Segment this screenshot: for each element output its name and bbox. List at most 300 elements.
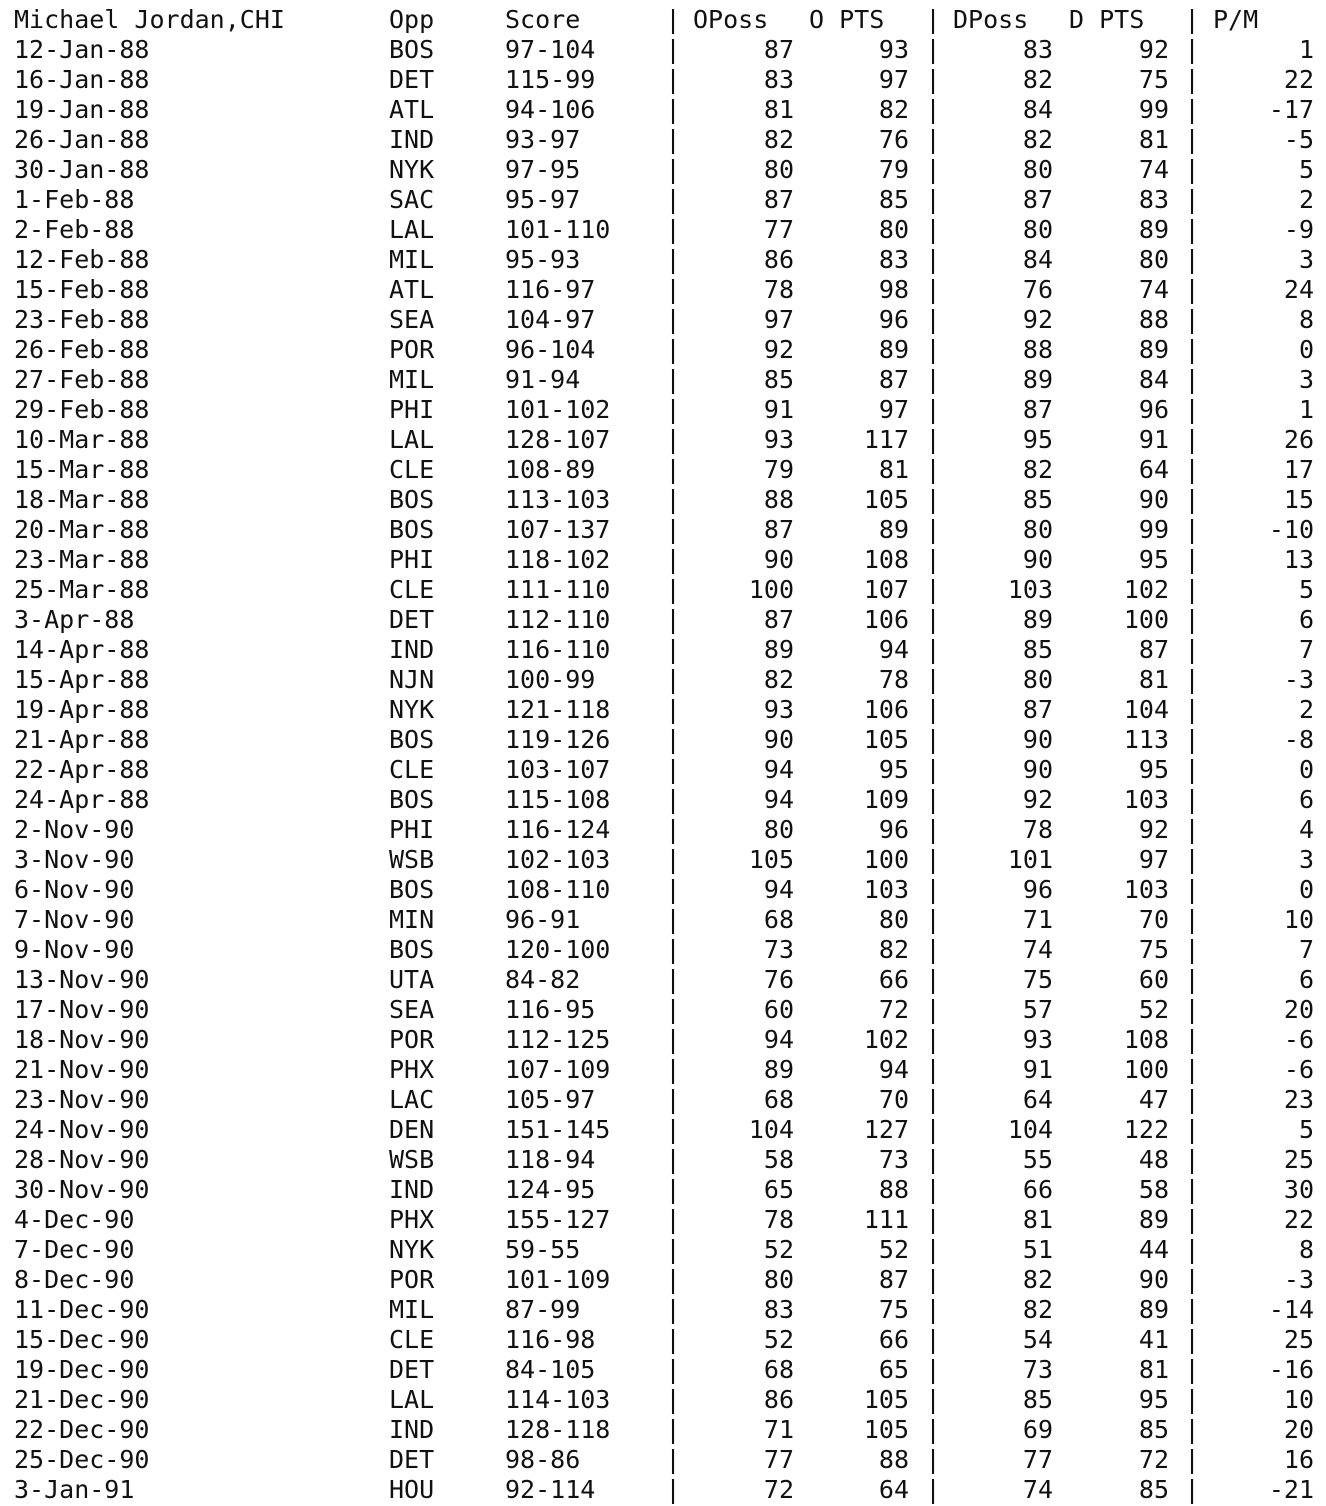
dposs-cell: 89 bbox=[1022, 365, 1053, 394]
dposs-cell: 55 bbox=[1022, 1145, 1053, 1174]
opp-cell: POR bbox=[389, 1265, 435, 1294]
oposs-cell: 78 bbox=[763, 1205, 794, 1234]
pm-cell: 24 bbox=[1283, 275, 1314, 304]
table-row bbox=[0, 545, 1326, 575]
score-cell: 97-104 bbox=[505, 35, 596, 64]
column-separator: | bbox=[925, 185, 941, 214]
column-separator: | bbox=[1184, 605, 1200, 634]
score-cell: 94-106 bbox=[505, 95, 596, 124]
column-separator: | bbox=[665, 575, 681, 604]
dposs-cell: 80 bbox=[1022, 665, 1053, 694]
date-cell: 23-Mar-88 bbox=[14, 545, 150, 574]
column-separator: | bbox=[1184, 95, 1200, 124]
column-separator: | bbox=[925, 5, 941, 34]
column-separator: | bbox=[1184, 155, 1200, 184]
dposs-cell: 95 bbox=[1022, 425, 1053, 454]
table-row bbox=[0, 845, 1326, 875]
column-separator: | bbox=[665, 1115, 681, 1144]
opts-cell: 52 bbox=[878, 1235, 909, 1264]
date-cell: 8-Dec-90 bbox=[14, 1265, 135, 1294]
column-separator: | bbox=[1184, 965, 1200, 994]
pm-cell: 22 bbox=[1283, 65, 1314, 94]
oposs-cell: 93 bbox=[763, 695, 794, 724]
column-separator: | bbox=[1184, 545, 1200, 574]
dpts-cell: 90 bbox=[1138, 1265, 1169, 1294]
pm-cell: 2 bbox=[1298, 695, 1314, 724]
score-cell: 107-137 bbox=[505, 515, 611, 544]
date-cell: 28-Nov-90 bbox=[14, 1145, 150, 1174]
column-separator: | bbox=[925, 155, 941, 184]
table-row bbox=[0, 1445, 1326, 1475]
column-separator: | bbox=[1184, 65, 1200, 94]
opp-cell: MIN bbox=[389, 905, 435, 934]
date-cell: 15-Dec-90 bbox=[14, 1325, 150, 1354]
pm-cell: -21 bbox=[1268, 1475, 1314, 1504]
column-separator: | bbox=[665, 125, 681, 154]
dposs-cell: 91 bbox=[1022, 1055, 1053, 1084]
dpts-cell: 58 bbox=[1138, 1175, 1169, 1204]
column-separator: | bbox=[1184, 1265, 1200, 1294]
score-cell: 112-125 bbox=[505, 1025, 611, 1054]
opp-cell: PHX bbox=[389, 1055, 435, 1084]
opts-cell: 105 bbox=[863, 485, 909, 514]
oposs-cell: 71 bbox=[763, 1415, 794, 1444]
date-cell: 6-Nov-90 bbox=[14, 875, 135, 904]
opts-cell: 96 bbox=[878, 305, 909, 334]
oposs-cell: 65 bbox=[763, 1175, 794, 1204]
opts-cell: 96 bbox=[878, 815, 909, 844]
table-row bbox=[0, 365, 1326, 395]
opp-cell: BOS bbox=[389, 875, 435, 904]
column-separator: | bbox=[665, 215, 681, 244]
pm-cell: 23 bbox=[1283, 1085, 1314, 1114]
dposs-cell: 101 bbox=[1007, 845, 1053, 874]
column-separator: | bbox=[925, 275, 941, 304]
score-cell: 116-98 bbox=[505, 1325, 596, 1354]
opp-cell: POR bbox=[389, 335, 435, 364]
opts-cell: 73 bbox=[878, 1145, 909, 1174]
column-separator: | bbox=[925, 935, 941, 964]
column-separator: | bbox=[665, 1355, 681, 1384]
score-cell: 105-97 bbox=[505, 1085, 596, 1114]
table-row bbox=[0, 965, 1326, 995]
table-row bbox=[0, 515, 1326, 545]
pm-cell: 25 bbox=[1283, 1145, 1314, 1174]
column-separator: | bbox=[925, 95, 941, 124]
opp-cell: CLE bbox=[389, 755, 435, 784]
table-row bbox=[0, 995, 1326, 1025]
column-separator: | bbox=[665, 95, 681, 124]
opts-cell: 82 bbox=[878, 935, 909, 964]
opp-cell: CLE bbox=[389, 455, 435, 484]
column-separator: | bbox=[925, 1415, 941, 1444]
pm-cell: 25 bbox=[1283, 1325, 1314, 1354]
opts-cell: 87 bbox=[878, 365, 909, 394]
column-separator: | bbox=[925, 1235, 941, 1264]
column-separator: | bbox=[1184, 1115, 1200, 1144]
column-separator: | bbox=[1184, 845, 1200, 874]
pm-cell: 20 bbox=[1283, 995, 1314, 1024]
dposs-cell: 85 bbox=[1022, 485, 1053, 514]
date-cell: 29-Feb-88 bbox=[14, 395, 150, 424]
dpts-cell: 75 bbox=[1138, 935, 1169, 964]
column-separator: | bbox=[1184, 5, 1200, 34]
oposs-cell: 83 bbox=[763, 1295, 794, 1324]
column-separator: | bbox=[665, 395, 681, 424]
oposs-cell: 92 bbox=[763, 335, 794, 364]
opts-cell: 88 bbox=[878, 1175, 909, 1204]
dposs-cell: 78 bbox=[1022, 815, 1053, 844]
score-cell: 115-99 bbox=[505, 65, 596, 94]
dposs-cell: 82 bbox=[1022, 1295, 1053, 1324]
oposs-cell: 94 bbox=[763, 755, 794, 784]
table-row bbox=[0, 455, 1326, 485]
dpts-cell: 89 bbox=[1138, 215, 1169, 244]
column-separator: | bbox=[665, 1295, 681, 1324]
table-row bbox=[0, 1205, 1326, 1235]
date-cell: 15-Feb-88 bbox=[14, 275, 150, 304]
column-separator: | bbox=[665, 425, 681, 454]
pm-cell: 1 bbox=[1298, 395, 1314, 424]
opts-cell: 106 bbox=[863, 695, 909, 724]
table-row bbox=[0, 65, 1326, 95]
score-cell: 87-99 bbox=[505, 1295, 581, 1324]
date-cell: 20-Mar-88 bbox=[14, 515, 150, 544]
pm-cell: 3 bbox=[1298, 245, 1314, 274]
oposs-cell: 104 bbox=[748, 1115, 794, 1144]
table-row bbox=[0, 875, 1326, 905]
column-separator: | bbox=[925, 1205, 941, 1234]
column-separator: | bbox=[925, 815, 941, 844]
opp-cell: NYK bbox=[389, 1235, 435, 1264]
column-separator: | bbox=[665, 155, 681, 184]
column-separator: | bbox=[925, 485, 941, 514]
oposs-cell: 86 bbox=[763, 1385, 794, 1414]
column-separator: | bbox=[665, 605, 681, 634]
column-separator: | bbox=[925, 1055, 941, 1084]
column-separator: | bbox=[925, 395, 941, 424]
opp-cell: POR bbox=[389, 1025, 435, 1054]
score-cell: 100-99 bbox=[505, 665, 596, 694]
opts-cell: 105 bbox=[863, 725, 909, 754]
column-separator: | bbox=[925, 425, 941, 454]
opp-cell: NYK bbox=[389, 155, 435, 184]
table-row bbox=[0, 125, 1326, 155]
date-cell: 27-Feb-88 bbox=[14, 365, 150, 394]
dpts-cell: 113 bbox=[1123, 725, 1169, 754]
date-cell: 26-Jan-88 bbox=[14, 125, 150, 154]
pm-cell: -10 bbox=[1268, 515, 1314, 544]
column-separator: | bbox=[1184, 215, 1200, 244]
opts-cell: 109 bbox=[863, 785, 909, 814]
opts-cell: 64 bbox=[878, 1475, 909, 1504]
score-cell: 114-103 bbox=[505, 1385, 611, 1414]
pm-cell: 7 bbox=[1298, 635, 1314, 664]
oposs-cell: 72 bbox=[763, 1475, 794, 1504]
column-separator: | bbox=[925, 1385, 941, 1414]
column-separator: | bbox=[925, 635, 941, 664]
table-row bbox=[0, 1175, 1326, 1205]
opts-cell: 72 bbox=[878, 995, 909, 1024]
column-separator: | bbox=[925, 845, 941, 874]
opts-cell: 80 bbox=[878, 215, 909, 244]
opts-cell: 87 bbox=[878, 1265, 909, 1294]
dpts-cell: 103 bbox=[1123, 785, 1169, 814]
pm-cell: -17 bbox=[1268, 95, 1314, 124]
table-row bbox=[0, 815, 1326, 845]
column-separator: | bbox=[1184, 395, 1200, 424]
opp-cell: IND bbox=[389, 1415, 435, 1444]
opp-cell: DET bbox=[389, 65, 435, 94]
opts-cell: 97 bbox=[878, 65, 909, 94]
table-row bbox=[0, 245, 1326, 275]
oposs-cell: 93 bbox=[763, 425, 794, 454]
dposs-cell: 81 bbox=[1022, 1205, 1053, 1234]
dposs-cell: 85 bbox=[1022, 635, 1053, 664]
opts-cell: 76 bbox=[878, 125, 909, 154]
column-separator: | bbox=[925, 995, 941, 1024]
date-cell: 24-Nov-90 bbox=[14, 1115, 150, 1144]
dpts-cell: 103 bbox=[1123, 875, 1169, 904]
dpts-cell: 44 bbox=[1138, 1235, 1169, 1264]
oposs-cell: 68 bbox=[763, 905, 794, 934]
header-dpts: D PTS bbox=[1069, 5, 1145, 34]
oposs-cell: 78 bbox=[763, 275, 794, 304]
dposs-cell: 90 bbox=[1022, 725, 1053, 754]
header-pm: P/M bbox=[1213, 5, 1259, 34]
column-separator: | bbox=[925, 1355, 941, 1384]
score-cell: 101-110 bbox=[505, 215, 611, 244]
opp-cell: LAL bbox=[389, 215, 435, 244]
date-cell: 30-Jan-88 bbox=[14, 155, 150, 184]
date-cell: 3-Jan-91 bbox=[14, 1475, 135, 1504]
column-separator: | bbox=[665, 815, 681, 844]
score-cell: 128-107 bbox=[505, 425, 611, 454]
table-row bbox=[0, 1475, 1326, 1505]
date-cell: 1-Feb-88 bbox=[14, 185, 135, 214]
opts-cell: 111 bbox=[863, 1205, 909, 1234]
column-separator: | bbox=[1184, 485, 1200, 514]
dposs-cell: 74 bbox=[1022, 935, 1053, 964]
pm-cell: 10 bbox=[1283, 905, 1314, 934]
column-separator: | bbox=[925, 215, 941, 244]
score-cell: 102-103 bbox=[505, 845, 611, 874]
column-separator: | bbox=[665, 365, 681, 394]
date-cell: 25-Dec-90 bbox=[14, 1445, 150, 1474]
dpts-cell: 70 bbox=[1138, 905, 1169, 934]
opts-cell: 85 bbox=[878, 185, 909, 214]
column-separator: | bbox=[665, 335, 681, 364]
dpts-cell: 92 bbox=[1138, 815, 1169, 844]
opp-cell: WSB bbox=[389, 1145, 435, 1174]
date-cell: 15-Mar-88 bbox=[14, 455, 150, 484]
column-separator: | bbox=[1184, 875, 1200, 904]
oposs-cell: 86 bbox=[763, 245, 794, 274]
column-separator: | bbox=[925, 305, 941, 334]
pm-cell: -9 bbox=[1283, 215, 1314, 244]
column-separator: | bbox=[925, 125, 941, 154]
date-cell: 21-Nov-90 bbox=[14, 1055, 150, 1084]
score-cell: 101-109 bbox=[505, 1265, 611, 1294]
opts-cell: 88 bbox=[878, 1445, 909, 1474]
dpts-cell: 75 bbox=[1138, 65, 1169, 94]
dpts-cell: 95 bbox=[1138, 545, 1169, 574]
column-separator: | bbox=[925, 905, 941, 934]
dpts-cell: 104 bbox=[1123, 695, 1169, 724]
date-cell: 10-Mar-88 bbox=[14, 425, 150, 454]
table-row bbox=[0, 425, 1326, 455]
column-separator: | bbox=[665, 1235, 681, 1264]
dposs-cell: 76 bbox=[1022, 275, 1053, 304]
column-separator: | bbox=[665, 1025, 681, 1054]
column-separator: | bbox=[665, 485, 681, 514]
pm-cell: -8 bbox=[1283, 725, 1314, 754]
column-separator: | bbox=[925, 545, 941, 574]
score-cell: 155-127 bbox=[505, 1205, 611, 1234]
column-separator: | bbox=[1184, 575, 1200, 604]
dposs-cell: 92 bbox=[1022, 785, 1053, 814]
dposs-cell: 103 bbox=[1007, 575, 1053, 604]
opts-cell: 102 bbox=[863, 1025, 909, 1054]
column-separator: | bbox=[665, 305, 681, 334]
opp-cell: CLE bbox=[389, 1325, 435, 1354]
dposs-cell: 92 bbox=[1022, 305, 1053, 334]
pm-cell: 5 bbox=[1298, 575, 1314, 604]
column-separator: | bbox=[1184, 245, 1200, 274]
column-separator: | bbox=[665, 455, 681, 484]
table-row bbox=[0, 905, 1326, 935]
oposs-cell: 82 bbox=[763, 125, 794, 154]
column-separator: | bbox=[1184, 1415, 1200, 1444]
score-cell: 108-89 bbox=[505, 455, 596, 484]
oposs-cell: 87 bbox=[763, 515, 794, 544]
column-separator: | bbox=[925, 1175, 941, 1204]
date-cell: 11-Dec-90 bbox=[14, 1295, 150, 1324]
score-cell: 151-145 bbox=[505, 1115, 611, 1144]
oposs-cell: 77 bbox=[763, 215, 794, 244]
dpts-cell: 89 bbox=[1138, 335, 1169, 364]
date-cell: 19-Dec-90 bbox=[14, 1355, 150, 1384]
dpts-cell: 52 bbox=[1138, 995, 1169, 1024]
score-cell: 98-86 bbox=[505, 1445, 581, 1474]
column-separator: | bbox=[665, 515, 681, 544]
column-separator: | bbox=[925, 965, 941, 994]
oposs-cell: 80 bbox=[763, 155, 794, 184]
oposs-cell: 89 bbox=[763, 635, 794, 664]
table-row bbox=[0, 395, 1326, 425]
date-cell: 9-Nov-90 bbox=[14, 935, 135, 964]
score-cell: 113-103 bbox=[505, 485, 611, 514]
score-cell: 115-108 bbox=[505, 785, 611, 814]
dposs-cell: 73 bbox=[1022, 1355, 1053, 1384]
table-row bbox=[0, 155, 1326, 185]
opp-cell: SEA bbox=[389, 995, 435, 1024]
date-cell: 3-Apr-88 bbox=[14, 605, 135, 634]
dposs-cell: 96 bbox=[1022, 875, 1053, 904]
column-separator: | bbox=[665, 1145, 681, 1174]
column-separator: | bbox=[1184, 455, 1200, 484]
dpts-cell: 89 bbox=[1138, 1205, 1169, 1234]
oposs-cell: 83 bbox=[763, 65, 794, 94]
opp-cell: LAL bbox=[389, 425, 435, 454]
score-cell: 104-97 bbox=[505, 305, 596, 334]
pm-cell: 20 bbox=[1283, 1415, 1314, 1444]
column-separator: | bbox=[925, 365, 941, 394]
opts-cell: 95 bbox=[878, 755, 909, 784]
dposs-cell: 87 bbox=[1022, 185, 1053, 214]
opp-cell: BOS bbox=[389, 515, 435, 544]
oposs-cell: 94 bbox=[763, 875, 794, 904]
column-separator: | bbox=[665, 965, 681, 994]
pm-cell: 30 bbox=[1283, 1175, 1314, 1204]
dposs-cell: 66 bbox=[1022, 1175, 1053, 1204]
opp-cell: MIL bbox=[389, 1295, 435, 1324]
dposs-cell: 104 bbox=[1007, 1115, 1053, 1144]
column-separator: | bbox=[665, 1055, 681, 1084]
opp-cell: ATL bbox=[389, 95, 435, 124]
dposs-cell: 64 bbox=[1022, 1085, 1053, 1114]
column-separator: | bbox=[1184, 1355, 1200, 1384]
oposs-cell: 80 bbox=[763, 815, 794, 844]
column-separator: | bbox=[665, 755, 681, 784]
opp-cell: NYK bbox=[389, 695, 435, 724]
date-cell: 21-Dec-90 bbox=[14, 1385, 150, 1414]
oposs-cell: 79 bbox=[763, 455, 794, 484]
column-separator: | bbox=[1184, 1295, 1200, 1324]
pm-cell: -6 bbox=[1283, 1025, 1314, 1054]
score-cell: 111-110 bbox=[505, 575, 611, 604]
column-separator: | bbox=[1184, 1205, 1200, 1234]
column-separator: | bbox=[1184, 1385, 1200, 1414]
pm-cell: -3 bbox=[1283, 665, 1314, 694]
dpts-cell: 41 bbox=[1138, 1325, 1169, 1354]
column-separator: | bbox=[1184, 695, 1200, 724]
column-separator: | bbox=[1184, 725, 1200, 754]
opts-cell: 80 bbox=[878, 905, 909, 934]
dposs-cell: 87 bbox=[1022, 395, 1053, 424]
table-row bbox=[0, 1295, 1326, 1325]
pm-cell: 8 bbox=[1298, 305, 1314, 334]
score-cell: 116-97 bbox=[505, 275, 596, 304]
opts-cell: 117 bbox=[863, 425, 909, 454]
dpts-cell: 99 bbox=[1138, 95, 1169, 124]
date-cell: 22-Apr-88 bbox=[14, 755, 150, 784]
column-separator: | bbox=[925, 755, 941, 784]
pm-cell: -16 bbox=[1268, 1355, 1314, 1384]
table-row bbox=[0, 695, 1326, 725]
oposs-cell: 52 bbox=[763, 1235, 794, 1264]
pm-cell: 3 bbox=[1298, 365, 1314, 394]
date-cell: 23-Nov-90 bbox=[14, 1085, 150, 1114]
pm-cell: 0 bbox=[1298, 335, 1314, 364]
dpts-cell: 47 bbox=[1138, 1085, 1169, 1114]
dpts-cell: 100 bbox=[1123, 1055, 1169, 1084]
column-separator: | bbox=[665, 1175, 681, 1204]
dposs-cell: 69 bbox=[1022, 1415, 1053, 1444]
column-separator: | bbox=[1184, 275, 1200, 304]
dpts-cell: 74 bbox=[1138, 275, 1169, 304]
column-separator: | bbox=[1184, 1235, 1200, 1264]
dpts-cell: 88 bbox=[1138, 305, 1169, 334]
table-row bbox=[0, 1385, 1326, 1415]
opp-cell: BOS bbox=[389, 35, 435, 64]
column-separator: | bbox=[925, 1115, 941, 1144]
oposs-cell: 97 bbox=[763, 305, 794, 334]
date-cell: 17-Nov-90 bbox=[14, 995, 150, 1024]
opts-cell: 79 bbox=[878, 155, 909, 184]
column-separator: | bbox=[1184, 815, 1200, 844]
pm-cell: 1 bbox=[1298, 35, 1314, 64]
